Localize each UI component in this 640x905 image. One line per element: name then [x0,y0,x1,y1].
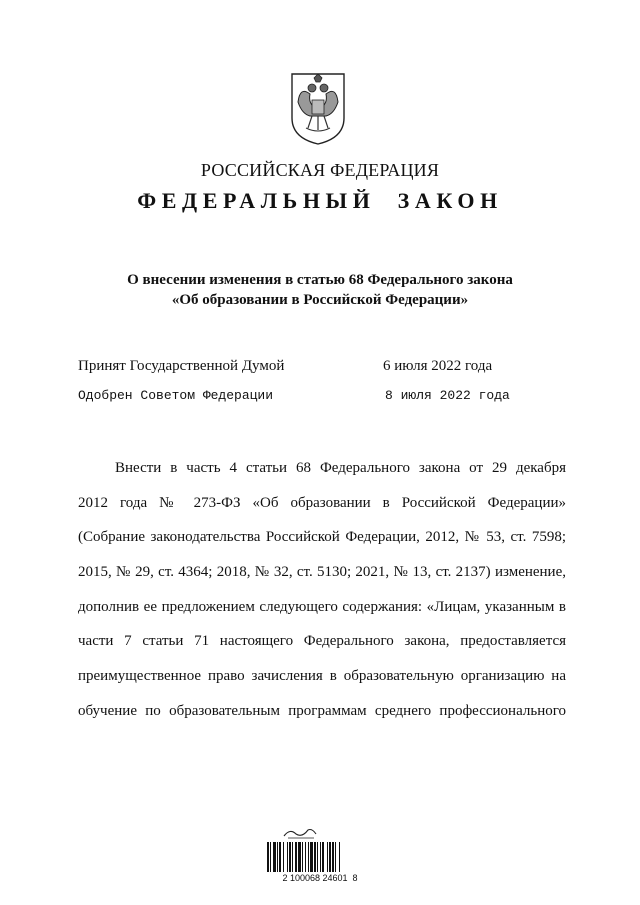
body-line: дополнив ее предложением следующего содержания: «Лицам, указанным в [78,598,566,615]
adopted-by-label: Принят Государственной Думой [78,358,285,374]
body-line: Внести в часть 4 статьи 68 Федерального закона от 29 декабря [115,460,566,476]
country-name: РОССИЙСКАЯ ФЕДЕРАЦИЯ [200,160,440,180]
body-line: обучение по образовательным программам среднего профессионального [78,702,566,719]
adopted-date: 6 июля 2022 года [383,358,493,374]
body-line: 2012 года № 273-ФЗ «Об образовании в Российской Федерации» [78,494,566,511]
document-type: ФЕДЕРАЛЬНЫЙ ЗАКОН [137,188,503,213]
registration-stamp-icon [280,826,320,840]
law-body [78,456,566,734]
coat-of-arms-icon [286,68,350,146]
body-line: преимущественное право зачисления в образовательную организацию на [78,668,566,685]
approved-date: 8 июля 2022 года [385,388,510,403]
subject-line: «Об образовании в Российской Федерации» [171,292,469,308]
barcode-icon [267,842,373,872]
subject-line: О внесении изменения в статью 68 Федерального закона [127,272,513,288]
approved-by-label: Одобрен Советом Федерации [78,388,274,403]
law-subject [0,270,640,310]
barcode-number: 2 100068 24601 8 [282,873,358,883]
body-line: (Собрание законодательства Российской Федерации, 2012, № 53, ст. 7598; [78,529,566,546]
body-line: 2015, № 29, ст. 4364; 2018, № 32, ст. 5130; 2021, № 13, ст. 2137) изменение, [78,564,566,581]
body-line: части 7 статьи 71 настоящего Федерального закона, предоставляется [78,633,566,650]
